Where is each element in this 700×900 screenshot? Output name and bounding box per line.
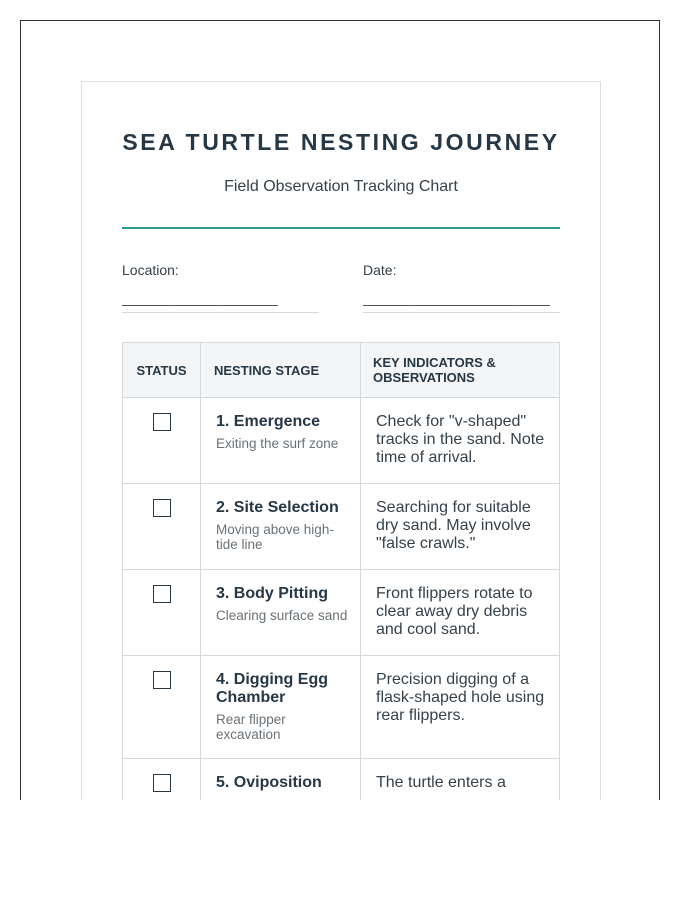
- stage-cell: [201, 398, 361, 484]
- stage-cell: [201, 759, 361, 801]
- observation-notes: Check for "v-shaped" tracks in the sand. Note time of arrival.: [361, 398, 560, 484]
- stage-name: 5. Oviposition: [216, 774, 322, 791]
- page-subtitle: Field Observation Tracking Chart: [224, 178, 458, 195]
- location-underline: [122, 312, 319, 313]
- stage-description: Rear flipper excavation: [216, 712, 286, 742]
- status-cell: [123, 759, 201, 801]
- date-blank[interactable]: ________________________: [363, 290, 550, 306]
- stage-name: 4. Digging Egg Chamber: [216, 671, 328, 706]
- status-checkbox[interactable]: [153, 774, 171, 792]
- status-checkbox[interactable]: [153, 585, 171, 603]
- stage-cell: [201, 484, 361, 570]
- table-row: [123, 398, 560, 484]
- stage-name: 2. Site Selection: [216, 499, 339, 516]
- status-checkbox[interactable]: [153, 671, 171, 689]
- sheet-content: [122, 82, 560, 791]
- observation-notes: Searching for suitable dry sand. May involve "false crawls.": [361, 484, 560, 570]
- location-label: Location:: [122, 262, 179, 278]
- table-header-row: [123, 343, 560, 398]
- status-column-header: STATUS: [123, 343, 201, 398]
- stage-column-header: NESTING STAGE: [201, 343, 361, 398]
- status-cell: [123, 398, 201, 484]
- status-cell: [123, 484, 201, 570]
- table-row: [123, 484, 560, 570]
- table-row: [123, 570, 560, 656]
- stage-name: 3. Body Pitting: [216, 585, 328, 602]
- observation-fields: [122, 262, 560, 312]
- date-underline: [363, 312, 560, 313]
- page-frame: [20, 20, 660, 800]
- observation-notes: Precision digging of a flask-shaped hole using rear flippers.: [361, 656, 560, 759]
- tracking-sheet: [81, 81, 601, 800]
- stage-description: Exiting the surf zone: [216, 436, 339, 451]
- stage-description: Moving above high-tide line: [216, 522, 334, 552]
- stage-name: 1. Emergence: [216, 413, 321, 430]
- location-blank[interactable]: ____________________: [122, 290, 278, 306]
- date-field[interactable]: [363, 262, 560, 313]
- stage-description: Clearing surface sand: [216, 608, 348, 623]
- status-cell: [123, 570, 201, 656]
- date-label: Date:: [363, 262, 397, 278]
- stage-cell: [201, 570, 361, 656]
- table-row: [123, 759, 560, 801]
- notes-column-header: KEY INDICATORS & OBSERVATIONS: [361, 343, 560, 398]
- table-row: [123, 656, 560, 759]
- status-cell: [123, 656, 201, 759]
- location-field[interactable]: [122, 262, 319, 313]
- stage-cell: [201, 656, 361, 759]
- page-title: SEA TURTLE NESTING JOURNEY: [122, 129, 560, 155]
- status-checkbox[interactable]: [153, 413, 171, 431]
- title-divider: [122, 227, 560, 229]
- status-checkbox[interactable]: [153, 499, 171, 517]
- observation-notes: The turtle enters a: [361, 759, 560, 801]
- nesting-stages-table: [122, 342, 560, 800]
- observation-notes: Front flippers rotate to clear away dry debris and cool sand.: [361, 570, 560, 656]
